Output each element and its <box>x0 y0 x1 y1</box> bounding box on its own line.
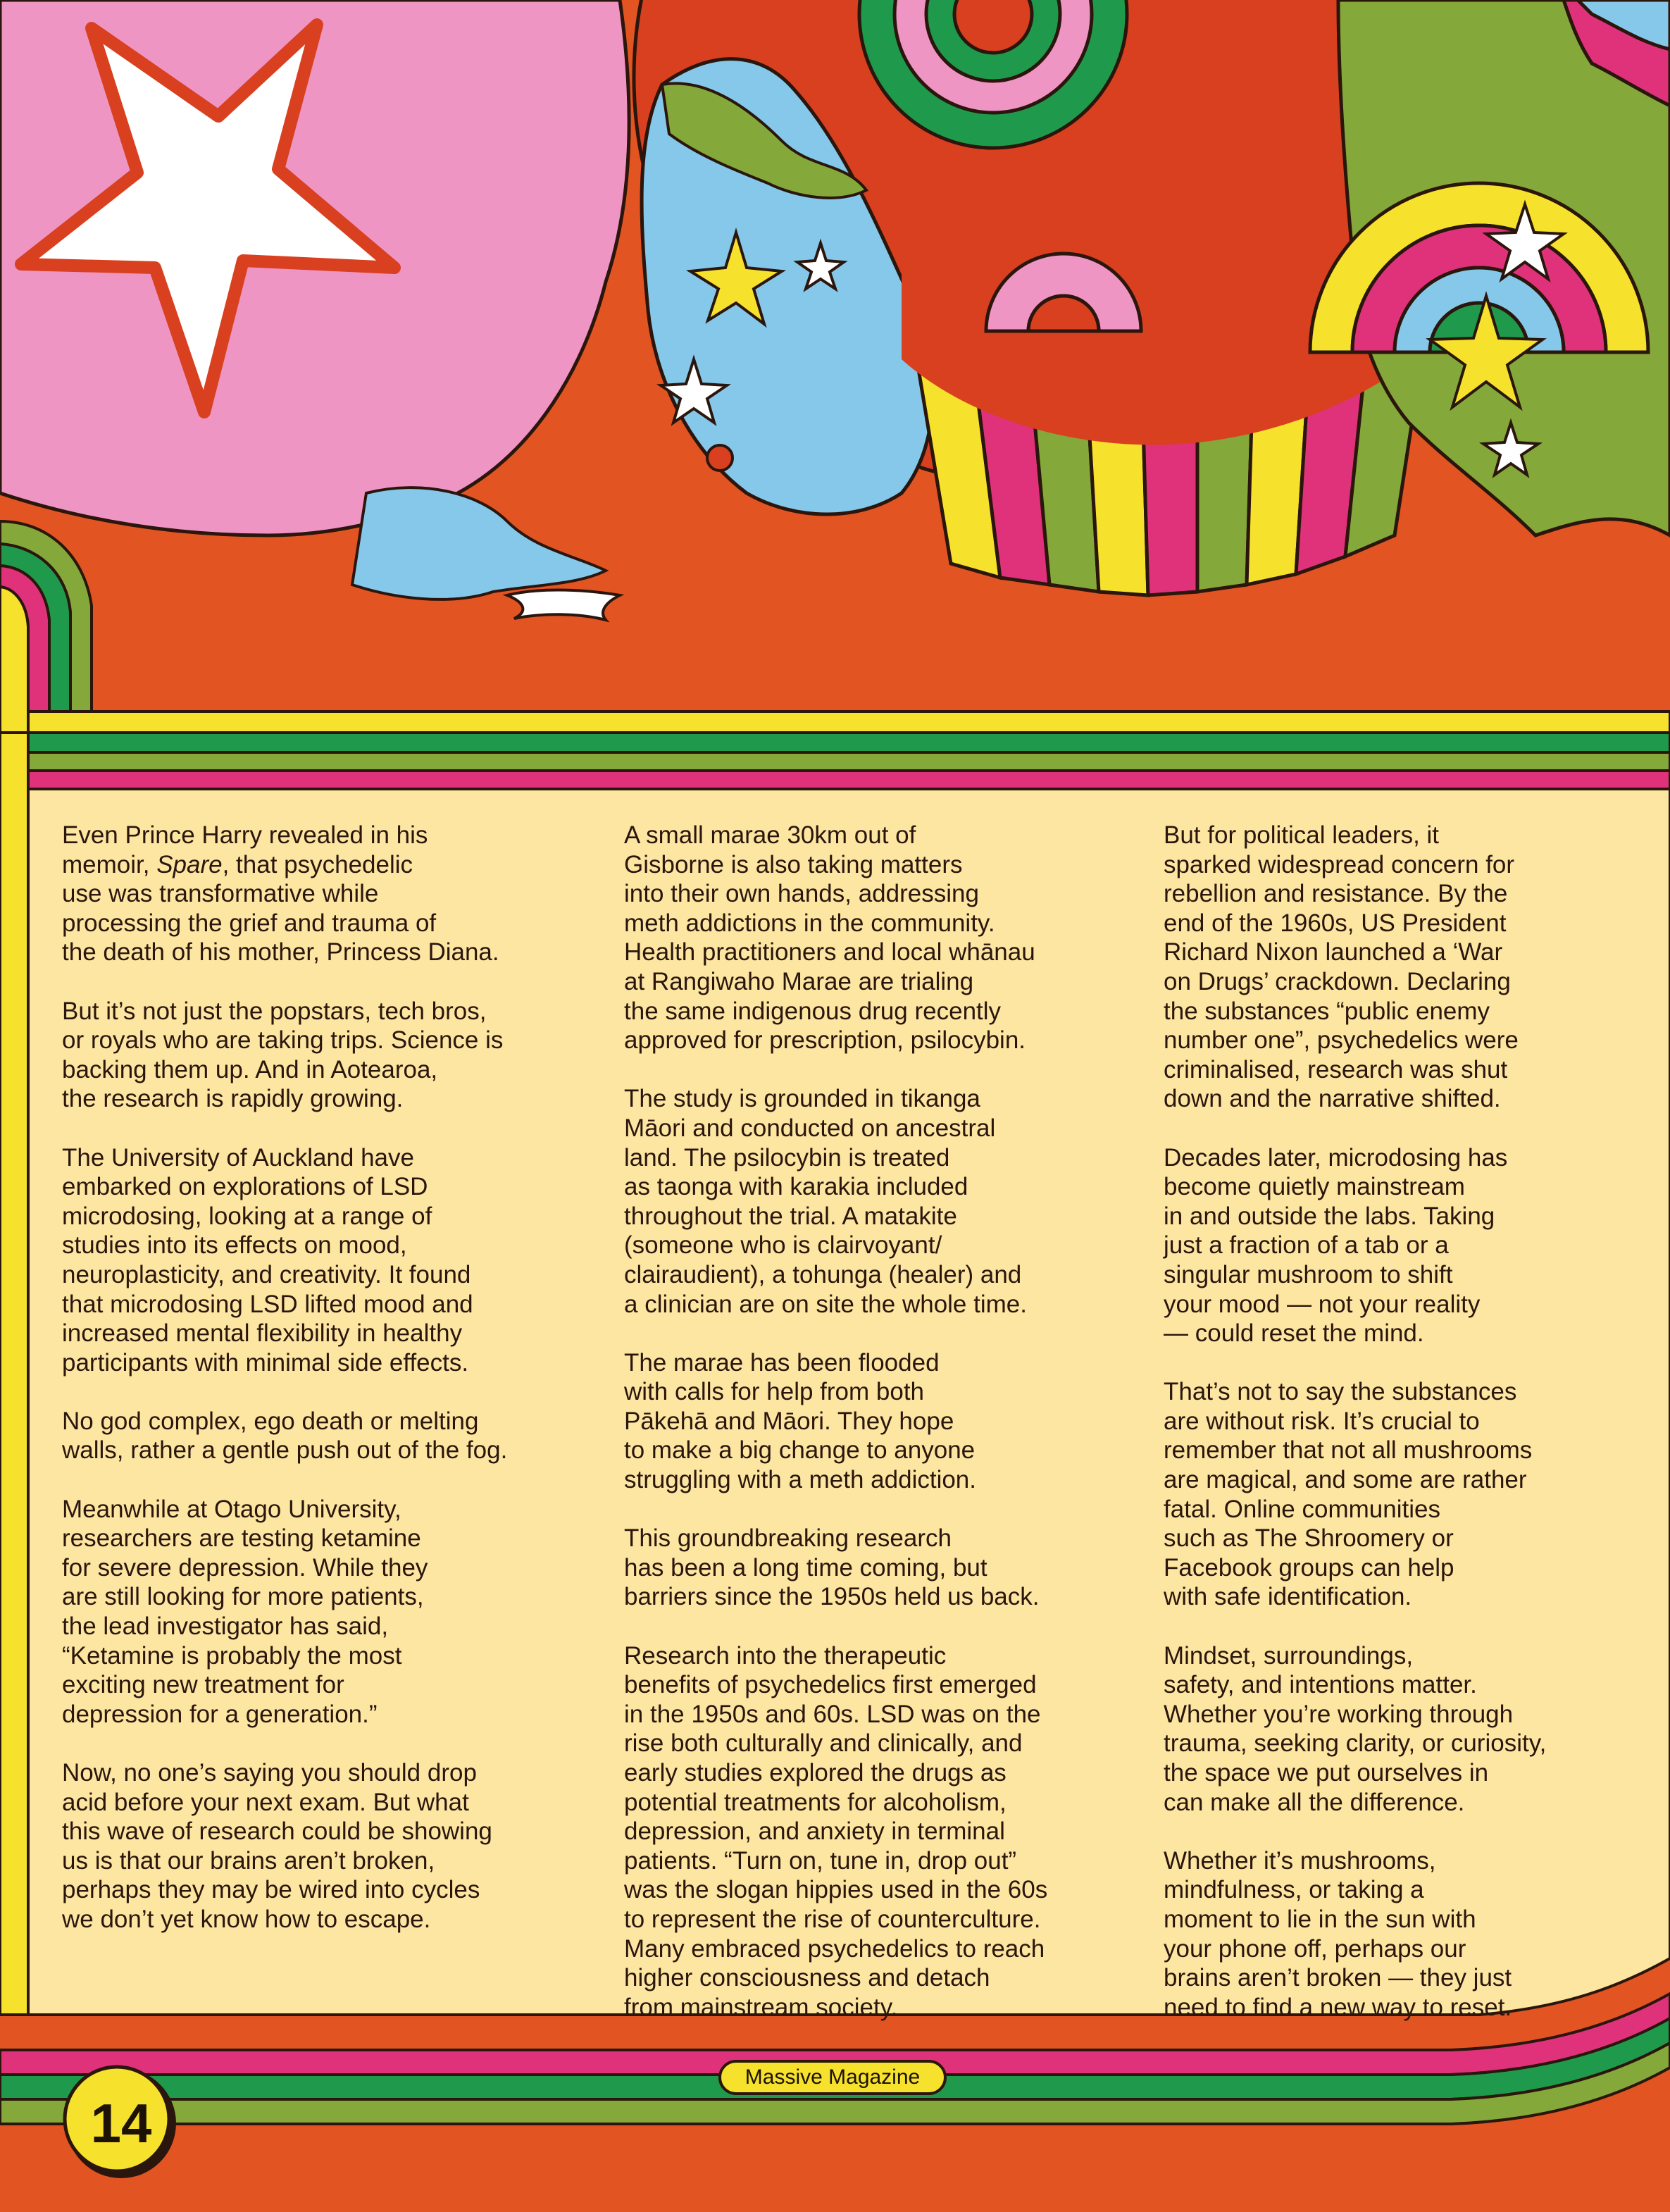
paragraph: Mindset, surroundings, safety, and intentions matter. Whether you’re working through trauma, seeking clarity, or curiosity, the space we put ourselves in can make all the difference. <box>1164 1641 1547 1816</box>
paragraph: The study is grounded in tikanga Māori and conducted on ancestral land. The psilocybin is treated as taonga with karakia included throughout the trial. A matakite (someone who is clairvoyant/ clairaudient), a tohunga (healer) and a clinician are on site the whole time. <box>624 1085 1027 1318</box>
paragraph: The University of Auckland have embarked on explorations of LSD microdosing, looking at a range of studies into its effects on mood, neuroplasticity, and creativity. It found that microdosing LSD lifted mood and increased mental flexibility in healthy participants with minimal side effects. <box>62 1143 473 1377</box>
paragraph: The marae has been flooded with calls for help from both Pākehā and Māori. They hope to make a big change to anyone struggling with a meth addiction. <box>624 1348 976 1494</box>
book-title: Spare <box>156 850 223 878</box>
paragraph: But for political leaders, it sparked widespread concern for rebellion and resistance. By the end of the 1960s, US President Richard Nixon launched a ‘War on Drugs’ crackdown. Declaring the substances “public enemy number one”, psychedelics were criminalised, research was shut down and the narrative shifted. <box>1164 821 1519 1113</box>
paragraph: Decades later, microdosing has become quietly mainstream in and outside the labs. Taking just a fraction of a tab or a singular mushroom to shift your mood — not your reality — could reset the mind. <box>1164 1143 1508 1348</box>
paragraph: A small marae 30km out of Gisborne is also taking matters into their own hands, addressing meth addictions in the community. Health practitioners and local whānau at Rangiwaho Marae are trialing the same indigenous drug recently approved for prescription, psilocybin. <box>624 821 1035 1055</box>
paragraph: Meanwhile at Otago University, researchers are testing ketamine for severe depression. While they are still looking for more patients, the lead investigator has said, “Ketamine is probably the most exciting new treatment for depression for a generation.” <box>62 1495 428 1728</box>
paragraph: Research into the therapeutic benefits of psychedelics first emerged in the 1950s and 60s. LSD was on the rise both culturally and clinically, and early studies explored the drugs as potential treatments for alcoholism, depression, and anxiety in terminal patients. “Turn on, tune in, drop out” was the slogan hippies used in the 60s to represent the rise of counterculture. Many embraced psychedelics to reach higher consciousness and detach from mainstream society. <box>624 1641 1048 2021</box>
article-column-1 <box>62 821 569 1963</box>
dot-icon <box>707 445 733 471</box>
magazine-name: Massive Magazine <box>744 2065 921 2089</box>
paragraph: Even Prince Harry revealed in his memoir, Spare, that psychedelic use was transformative while processing the grief and trauma of the death of his mother, Princess Diana. <box>62 821 499 967</box>
paragraph: But it’s not just the popstars, tech bros, or royals who are taking trips. Science is backing them up. And in Aotearoa, the research is rapidly growing. <box>62 997 504 1113</box>
white-flare-shape <box>507 590 620 621</box>
paragraph: Whether it’s mushrooms, mindfulness, or taking a moment to lie in the sun with your phone off, perhaps our brains aren’t broken — they just need to find a new way to reset. <box>1164 1846 1512 2021</box>
article-column-3 <box>1164 821 1670 2051</box>
paragraph: Now, no one’s saying you should drop acid before your next exam. But what this wave of research could be showing us is that our brains aren’t broken, perhaps they may be wired into cycles we don’t yet know how to escape. <box>62 1759 492 1933</box>
top-stripes <box>28 712 1670 789</box>
page-number: 14 <box>90 2092 152 2154</box>
paragraph: No god complex, ego death or melting walls, rather a gentle push out of the fog. <box>62 1407 508 1465</box>
paragraph: This groundbreaking research has been a long time coming, but barriers since the 1950s held us back. <box>624 1524 1040 1611</box>
article-column-2 <box>624 821 1131 2051</box>
paragraph: That’s not to say the substances are without risk. It’s crucial to remember that not all mushrooms are magical, and some are rather fatal. Online communities such as The Shroomery or Facebook groups can help with safe identification. <box>1164 1378 1533 1611</box>
